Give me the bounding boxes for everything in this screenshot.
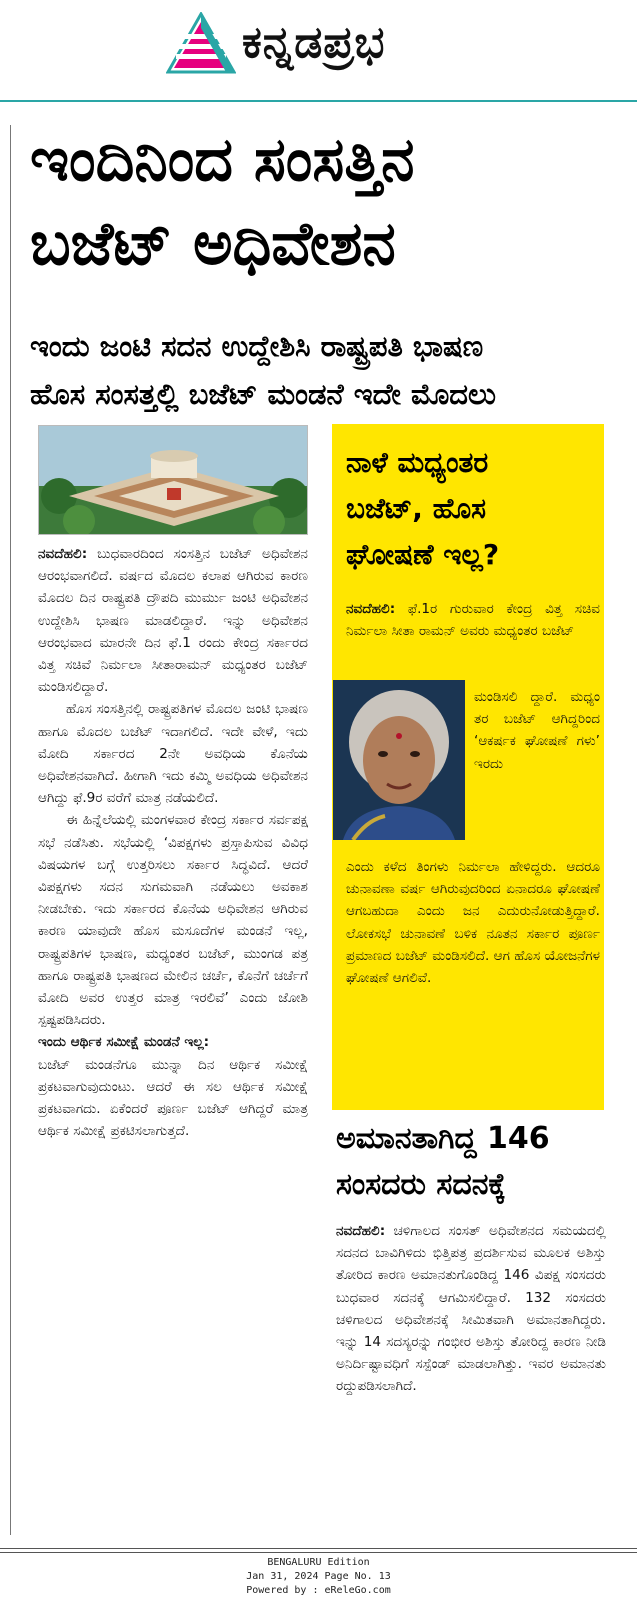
main-headline [30,118,630,286]
dateline: ನವದೆಹಲಿ: [336,1223,386,1239]
dateline: ನವದೆಹಲಿ: [38,546,88,562]
sidebar-body-side: ಮಂಡಿಸಲಿ ದ್ದಾರೆ. ಮಧ್ಯಂ ತರ ಬಜೆಟ್ ಆಗಿದ್ದರಿಂದ ‘ಆಕರ್ಷಕ ಘೋಷಣೆ ಗಳು’ ಇರದು [474,689,600,772]
headline-line-1: ಇಂದಿನಿಂದ ಸಂಸತ್ತಿನ [30,125,415,195]
nirmala-sitharaman-photo [333,680,465,840]
main-story-body [38,543,308,1142]
masthead [0,0,637,100]
dateline: ನವದೆಹಲಿ: [346,601,396,617]
date-page-label: Jan 31, 2024 Page No. 13 [246,1571,391,1582]
sidebar-body-top: ನವದೆಹಲಿ: ಫೆ.1ರ ಗುರುವಾರ ಕೇಂದ್ರ ವಿತ್ತ ಸಚಿವ ನಿರ್ಮಲಾ ಸೀತಾ ರಾಮನ್ ಅವರು ಮಧ್ಯಂತರ ಬಜೆಟ್ [346,601,600,640]
headline-line-2: ಬಜೆಟ್ ಅಧಿವೇಶನ [30,209,396,279]
paragraph: ಬಜೆಟ್ ಮಂಡನೆಗೂ ಮುನ್ನಾ ದಿನ ಆರ್ಥಿಕ ಸಮೀಕ್ಷೆ ಪ್ರಕಟವಾಗುವುದುಂಟು. ಆದರೆ ಈ ಸಲ ಆರ್ಥಿಕ ಸಮೀಕ್ಷೆ ಪ್ರಕಟವಾಗದು. ಏಕೆಂದರೆ ಪೂರ್ಣ ಬಜೆಟ್ ಆಗಿದ್ದರೆ ಮಾತ್ರ ಆರ್ಥಿಕ ಸಮೀಕ್ಷೆ ಪ್ರಕಟಿಸಲಾಗುತ್ತದೆ. [38,1056,308,1140]
page-footer [0,1556,637,1598]
footer-divider [0,1548,637,1549]
subsection-title: ಇಂದು ಆರ್ಥಿಕ ಸಮೀಕ್ಷೆ ಮಂಡನೆ ಇಲ್ಲ: [38,1034,210,1051]
main-subheadline [30,322,630,418]
triangle-logo-icon [166,12,236,74]
sidebar-body-bottom: ಎಂದು ಕಳೆದ ತಿಂಗಳು ನಿರ್ಮಲಾ ಹೇಳಿದ್ದರು. ಆದರೂ ಚುನಾವಣಾ ವರ್ಷ ಆಗಿರುವುದರಿಂದ ಏನಾದರೂ ಘೋಷಣೆ ಆಗಬಹುದಾ ಎಂದು ಜನ ಎದುರುನೋಡುತ್ತಿದ್ದಾರೆ. ಲೋಕಸಭೆ ಚುನಾವಣೆ ಬಳಿಕ ನೂತನ ಸರ್ಕಾರ ಪೂರ್ಣ ಪ್ರಮಾಣದ ಬಜೆಟ್ ಮಂಡಿಸಲಿದೆ. ಆಗ ಹೊಸ ಯೋಜನೆಗಳ ಘೋಷಣೆ ಆಗಲಿವೆ. [346,859,600,987]
subhead-line-1: ಇಂದು ಜಂಟಿ ಸದನ ಉದ್ದೇಶಿಸಿ ರಾಷ್ಟ್ರಪತಿ ಭಾಷಣ [30,329,484,363]
column-rule [10,125,11,1535]
footer-divider [0,1552,637,1553]
third-story-headline: ಅಮಾನತಾಗಿದ್ದ 146 ಸಂಸದರು ಸದನಕ್ಕೆ [336,1121,550,1202]
paragraph: ನವದೆಹಲಿ: ಬುಧವಾರದಿಂದ ಸಂಸತ್ತಿನ ಬಜೆಟ್ ಅಧಿವೇಶನ ಆರಂಭವಾಗಲಿದೆ. ವರ್ಷದ ಮೊದಲ ಕಲಾಪ ಆಗಿರುವ ಕಾರಣ ಮೊದಲ ದಿನ ರಾಷ್ಟ್ರಪತಿ ದ್ರೌಪದಿ ಮುರ್ಮು ಜಂಟಿ ಅಧಿವೇಶನ ಉದ್ದೇಶಿಸಿ ಭಾಷಣ ಮಾಡಲಿದ್ದಾರೆ. ಇನ್ನು ಅಧಿವೇಶನ ಆರಂಭವಾದ ಮಾರನೇ ದಿನ ಫೆ.1 ರಂದು ಕೇಂದ್ರ ಸರ್ಕಾರದ ವಿತ್ತ ಸಚಿವೆ ನಿರ್ಮಲಾ ಸೀತಾರಾಮನ್ ಮಧ್ಯಂತರ ಬಜೆಟ್ ಮಂಡಿಸಲಿದ್ದಾರೆ. [38,546,308,696]
powered-by-label: Powered by : eReleGo.com [246,1585,391,1596]
edition-label: BENGALURU Edition [267,1557,370,1568]
subhead-line-2: ಹೊಸ ಸಂಸತ್ತಲ್ಲಿ ಬಜೆಟ್ ಮಂಡನೆ ಇದೇ ಮೊದಲು [30,377,497,411]
paragraph: ಹೊಸ ಸಂಸತ್ತಿನಲ್ಲಿ ರಾಷ್ಟ್ರಪತಿಗಳ ಮೊದಲ ಜಂಟಿ ಭಾಷಣ ಹಾಗೂ ಮೊದಲ ಬಜೆಟ್ ಇದಾಗಲಿದೆ. ಇದೇ ವೇಳೆ, ಇದು ಮೋದಿ ಸರ್ಕಾರದ 2ನೇ ಅವಧಿಯ ಕೊನೆಯ ಅಧಿವೇಶನವಾಗಿದೆ. ಹೀಗಾಗಿ ಇದು ಕಮ್ಮಿ ಅವಧಿಯ ಅಧಿವೇಶನ ಆಗಿದ್ದು ಫೆ.9ರ ವರೆಗೆ ಮಾತ್ರ ನಡೆಯಲಿದೆ. [38,701,308,807]
third-story-body: ನವದೆಹಲಿ: ಚಳಿಗಾಲದ ಸಂಸತ್ ಅಧಿವೇಶನದ ಸಮಯದಲ್ಲಿ ಸದನದ ಬಾವಿಗಿಳಿದು ಭಿತ್ತಿಪತ್ರ ಪ್ರದರ್ಶಿಸುವ ಮೂಲಕ ಅಶಿಸ್ತು ತೋರಿದ ಕಾರಣ ಅಮಾನತುಗೊಂಡಿದ್ದ 146 ವಿಪಕ್ಷ ಸಂಸದರು ಬುಧವಾರ ಸದನಕ್ಕೆ ಆಗಮಿಸಲಿದ್ದಾರೆ. 132 ಸಂಸದರು ಚಳಿಗಾಲದ ಅಧಿವೇಶನಕ್ಕೆ ಸೀಮಿತವಾಗಿ ಅಮಾನತಾಗಿದ್ದರು. ಇನ್ನು 14 ಸದಸ್ಯರನ್ನು ಗಂಭೀರ ಅಶಿಸ್ತು ತೋರಿದ್ದ ಕಾರಣ ನೀಡಿ ಅನಿರ್ದಿಷ್ಟಾವಧಿಗೆ ಸಸ್ಪೆಂಡ್ ಮಾಡಲಾಗಿತ್ತು. ಇವರ ಅಮಾನತು ರದ್ದುಪಡಿಸಲಾಗಿದೆ. [336,1223,606,1395]
paragraph: ಈ ಹಿನ್ನೆಲೆಯಲ್ಲಿ ಮಂಗಳವಾರ ಕೇಂದ್ರ ಸರ್ಕಾರ ಸರ್ವಪಕ್ಷ ಸಭೆ ನಡೆಸಿತು. ಸಭೆಯಲ್ಲಿ ‘ವಿಪಕ್ಷಗಳು ಪ್ರಸ್ತಾಪಿಸುವ ವಿವಿಧ ವಿಷಯಗಳ ಬಗ್ಗೆ ಉತ್ತರಿಸಲು ಸರ್ಕಾರ ಸಿದ್ಧವಿದೆ. ಆದರೆ ವಿಪಕ್ಷಗಳು ಸದನ ಸುಗಮವಾಗಿ ನಡೆಯಲು ಅವಕಾಶ ನೀಡಬೇಕು. ಇದು ಸರ್ಕಾರದ ಕೊನೆಯ ಅಧಿವೇಶನ ಆಗಿರುವ ಕಾರಣ ಯಾವುದೇ ಹೊಸ ಮಸೂದೆಗಳ ಮಂಡನೆ ಇಲ್ಲ, ರಾಷ್ಟ್ರಪತಿಗಳ ಭಾಷಣ, ಮಧ್ಯಂತರ ಬಜೆಟ್, ಮುಂಗಡ ಪತ್ರ ಹಾಗೂ ರಾಷ್ಟ್ರಪತಿ ಭಾಷಣದ ಮೇಲಿನ ಚರ್ಚೆ, ಕೊನೆಗೆ ಚರ್ಚೆಗೆ ಮೋದಿ ಅವರ ಉತ್ತರ ಮಾತ್ರ ಇರಲಿವೆ’ ಎಂದು ಜೋಶಿ ಸ್ಪಷ್ಟಪಡಿಸಿದರು. [38,812,308,1029]
masthead-divider [0,100,637,102]
parliament-building-photo [38,425,308,535]
logo-text: ಕನ್ನಡಪ್ರಭ [242,17,386,68]
logo [166,12,385,74]
sidebar-headline: ನಾಳೆ ಮಧ್ಯಂತರ ಬಜೆಟ್, ಹೊಸ ಘೋಷಣೆ ಇಲ್ಲ? [346,446,500,571]
